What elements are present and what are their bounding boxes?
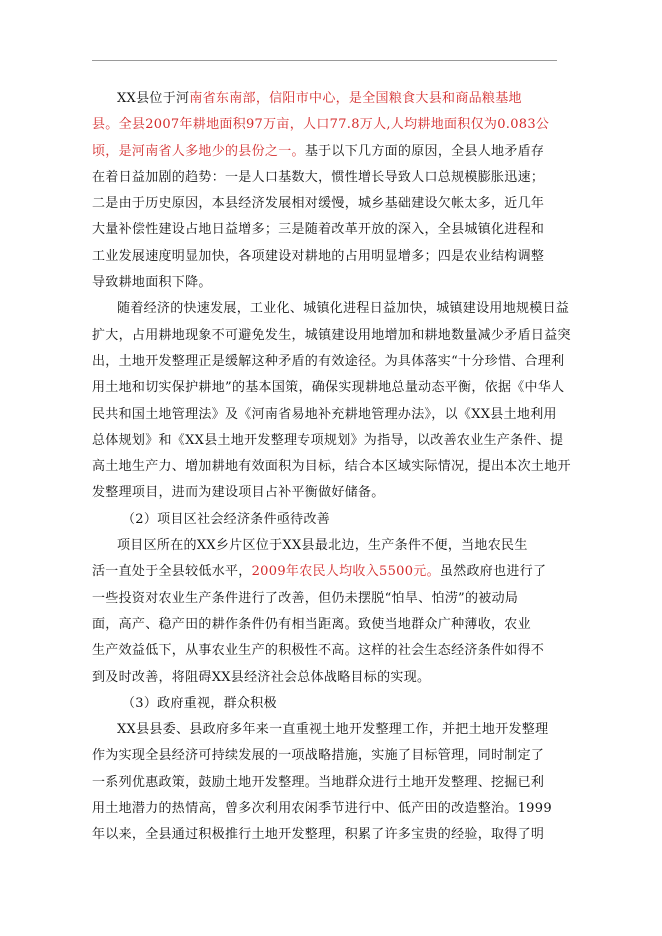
text-line (92, 743, 562, 769)
text-line (92, 375, 565, 401)
text-segment: 民共和国土地管理法》及《河南省易地补充耕地管理办法》，以《XX县土地利用 (92, 406, 557, 422)
text-line (92, 217, 562, 243)
text-line (92, 349, 565, 375)
text-segment: 一系列优惠政策，鼓励土地开发整理。当地群众进行土地开发整理、挖掘已利 (92, 774, 545, 790)
text-segment: （2）项目区社会经济条件亟待改善 (122, 511, 331, 527)
text-segment: XX县县委、县政府多年来一直重视土地开发整理工作，并把土地开发整理 (117, 722, 549, 738)
text-line (92, 770, 562, 796)
text-segment: 项目区所在的XX乡片区位于XX县最北边，生产条件不便，当地农民生 (117, 538, 528, 554)
text-segment: XX县位于河 (117, 91, 190, 106)
text-line (92, 612, 562, 638)
text-segment: 作为实现全县经济可持续发展的一项战略措施，实施了目标管理，同时制定了 (92, 748, 545, 764)
text-line (92, 822, 562, 848)
text-segment: 年以来，全县通过积极推行土地开发整理，积累了许多宝贵的经验，取得了明 (92, 827, 545, 843)
text-segment: 用土地和切实保护耕地”的基本国策，确保实现耕地总量动态平衡，依据《中华人 (92, 380, 565, 396)
highlighted-text: 县。全县2007年耕地面积97万亩，人口77.8万人,人均耕地面积仅为0.083公 (92, 117, 550, 133)
text-line (92, 139, 562, 165)
document-body (92, 86, 571, 849)
text-segment: （3）政府重视，群众积极 (122, 695, 277, 711)
text-segment: 工业发展速度明显加快，各项建设对耕地的占用明显增多；四是农业结构调整 (92, 248, 545, 264)
text-line (92, 665, 562, 691)
text-line (92, 691, 562, 717)
highlighted-text: 顷，是河南省人多地少的县份之一。 (92, 143, 305, 159)
paragraph (92, 717, 562, 848)
text-line (92, 559, 562, 585)
text-line (92, 717, 562, 743)
text-segment: 出，土地开发整理正是缓解这种矛盾的有效途径。为具体落实“十分珍惜、合理利 (92, 353, 565, 369)
text-line (92, 638, 562, 664)
text-segment: 一些投资对农业生产条件进行了改善，但仍未摆脱“怕旱、怕涝”的被动局 (92, 590, 519, 606)
text-segment: 总体规划》和《XX县土地开发整理专项规划》为指导，以改善农业生产条件、提 (92, 432, 564, 448)
text-line (92, 586, 562, 612)
text-segment: 大量补偿性建设占地日益增多；三是随着改革开放的深入，全县城镇化进程和 (92, 222, 545, 238)
text-segment: 导致耕地面积下降。 (92, 275, 212, 291)
text-line (92, 533, 562, 559)
text-line (92, 270, 562, 296)
text-segment: 随着经济的快速发展，工业化、城镇化进程日益加快，城镇建设用地规模日益 (117, 301, 570, 317)
section-heading (92, 507, 562, 533)
text-line (92, 480, 562, 506)
text-line (92, 86, 562, 112)
text-segment: 基于以下几方面的原因，全县人地矛盾存 (304, 143, 545, 159)
text-line (92, 402, 562, 428)
text-line (92, 507, 562, 533)
text-segment: 扩大，占用耕地现象不可避免发生，城镇建设用地增加和耕地数量减少矛盾日益突 (92, 327, 571, 343)
text-line (92, 296, 570, 322)
text-segment: 高土地生产力、增加耕地有效面积为目标，结合本区域实际情况，提出本次土地开 (92, 459, 571, 475)
text-segment: 到及时改善，将阻碍XX县经济社会总体战略目标的实现。 (92, 669, 431, 685)
text-line (92, 191, 562, 217)
text-line (92, 796, 562, 822)
paragraph (92, 296, 571, 506)
text-segment: 面，高产、稳产田的耕作条件仍有相当距离。致使当地群众广种薄收，农业 (92, 616, 531, 632)
text-line (92, 323, 571, 349)
text-segment: 二是由于历史原因，本县经济发展相对缓慢，城乡基础建设欠帐太多，近几年 (92, 196, 545, 212)
paragraph (92, 533, 562, 691)
paragraph (92, 86, 562, 296)
section-heading (92, 691, 562, 717)
text-segment: 在着日益加剧的趋势：一是人口基数大，惯性增长导致人口总规模膨胀迅速； (92, 169, 545, 185)
text-segment: 活一直处于全县较低水平， (92, 564, 252, 580)
text-line (92, 112, 562, 138)
text-segment: 虽然政府也进行了 (439, 564, 547, 580)
header-rule (92, 60, 557, 61)
text-line (92, 165, 562, 191)
text-segment: 生产效益低下，从事农业生产的积极性不高。这样的社会生态经济条件如得不 (92, 643, 545, 659)
text-segment: 用土地潜力的热情高，曾多次利用农闲季节进行中、低产田的改造整治。1999 (92, 801, 552, 817)
text-line (92, 454, 571, 480)
text-segment: 发整理项目，进而为建设项目占补平衡做好储备。 (92, 485, 385, 501)
highlighted-text: 2009年农民人均收入5500元。 (251, 564, 440, 580)
highlighted-text: 南省东南部，信阳市中心，是全国粮食大县和商品粮基地 (189, 91, 522, 106)
text-line (92, 244, 562, 270)
text-line (92, 428, 562, 454)
